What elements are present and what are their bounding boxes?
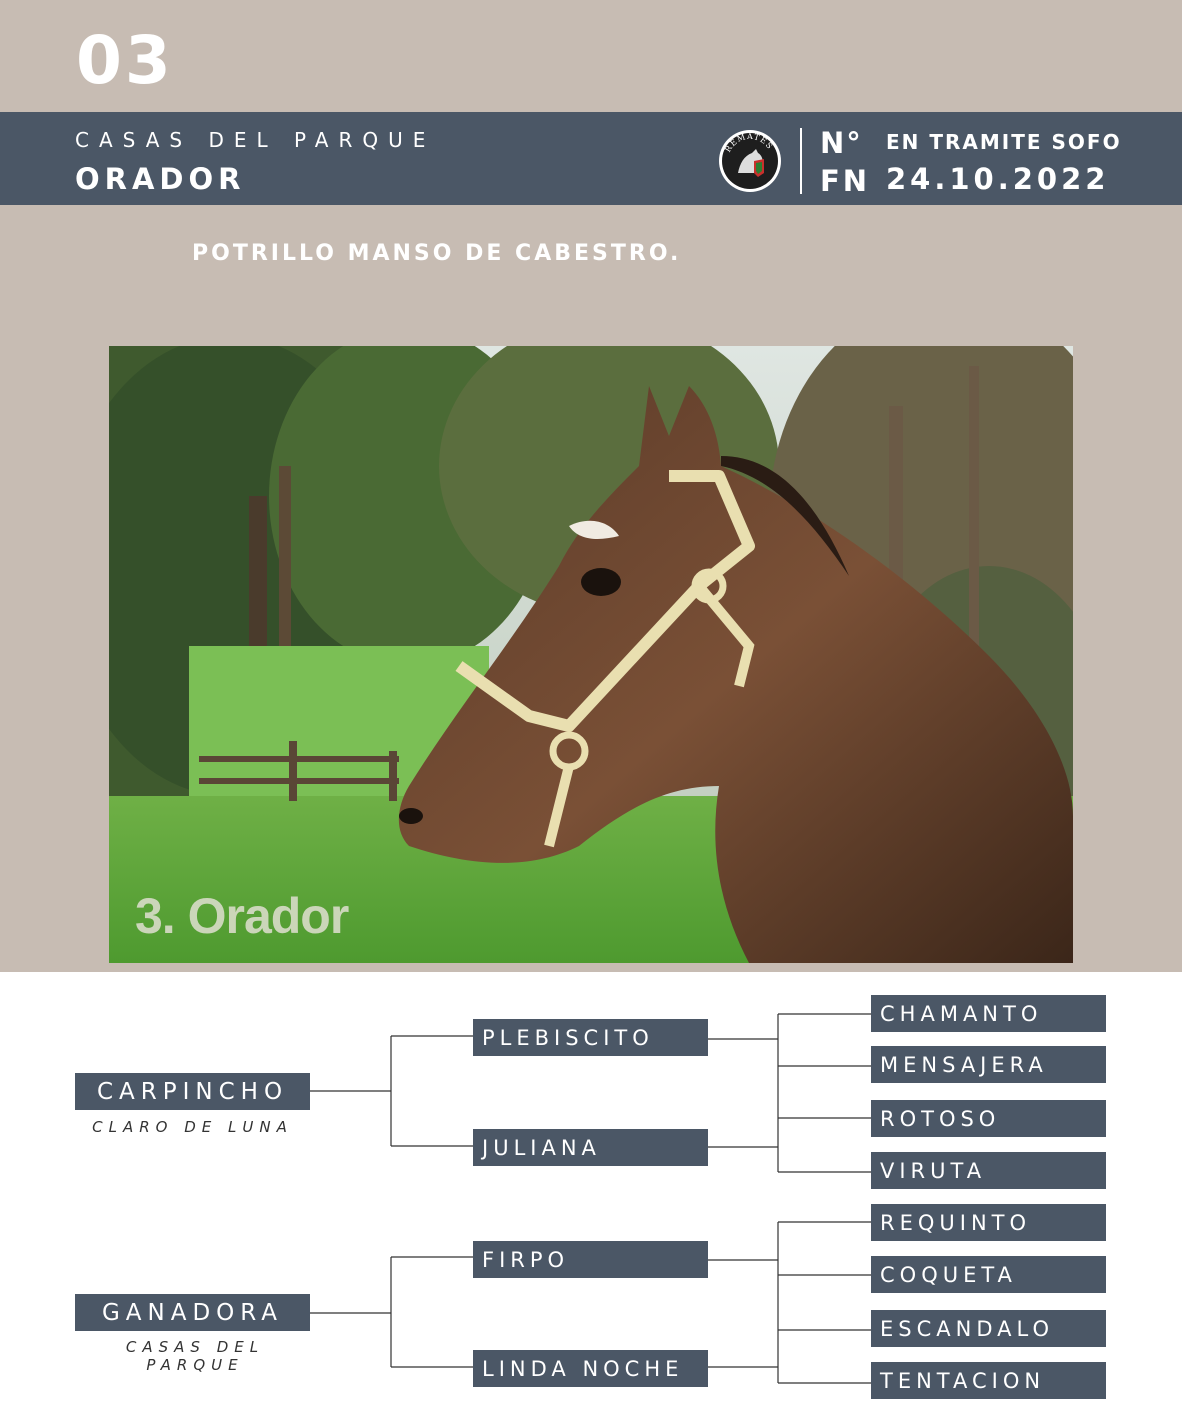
dam-sire-box: FIRPO — [473, 1241, 708, 1278]
sire-box: CARPINCHO — [75, 1073, 310, 1110]
registration-value: EN TRAMITE SOFO — [886, 130, 1122, 154]
dam-box: GANADORA — [75, 1294, 310, 1331]
gen3-box-7: ESCANDALO — [871, 1310, 1106, 1347]
gen3-box-6: COQUETA — [871, 1256, 1106, 1293]
gen3-box-2: MENSAJERA — [871, 1046, 1106, 1083]
gen3-box-8: TENTACION — [871, 1362, 1106, 1399]
header-divider — [800, 128, 802, 194]
photo-caption: 3. Orador — [135, 888, 349, 944]
birth-date-value: 24.10.2022 — [886, 162, 1110, 196]
gen3-box-5: REQUINTO — [871, 1204, 1106, 1241]
horse-name: ORADOR — [75, 162, 246, 196]
remates-logo-icon — [718, 129, 782, 193]
gen3-box-4: VIRUTA — [871, 1152, 1106, 1189]
dam-breeder: CASAS DEL PARQUE — [125, 1338, 265, 1374]
sire-dam-box: JULIANA — [473, 1129, 708, 1166]
logo-text: REMATES — [723, 131, 775, 154]
dam-dam-box: LINDA NOCHE — [473, 1350, 708, 1387]
breeder-name: CASAS DEL PARQUE — [75, 128, 436, 152]
lot-number: 03 — [76, 22, 174, 99]
description: POTRILLO MANSO DE CABESTRO. — [192, 241, 682, 266]
gen3-box-1: CHAMANTO — [871, 995, 1106, 1032]
gen3-box-3: ROTOSO — [871, 1100, 1106, 1137]
birth-date-label: FN — [820, 164, 871, 198]
registration-label: N° — [820, 126, 863, 160]
sire-sire-box: PLEBISCITO — [473, 1019, 708, 1056]
horse-photo — [109, 346, 1073, 963]
sire-breeder: CLARO DE LUNA — [92, 1118, 293, 1136]
